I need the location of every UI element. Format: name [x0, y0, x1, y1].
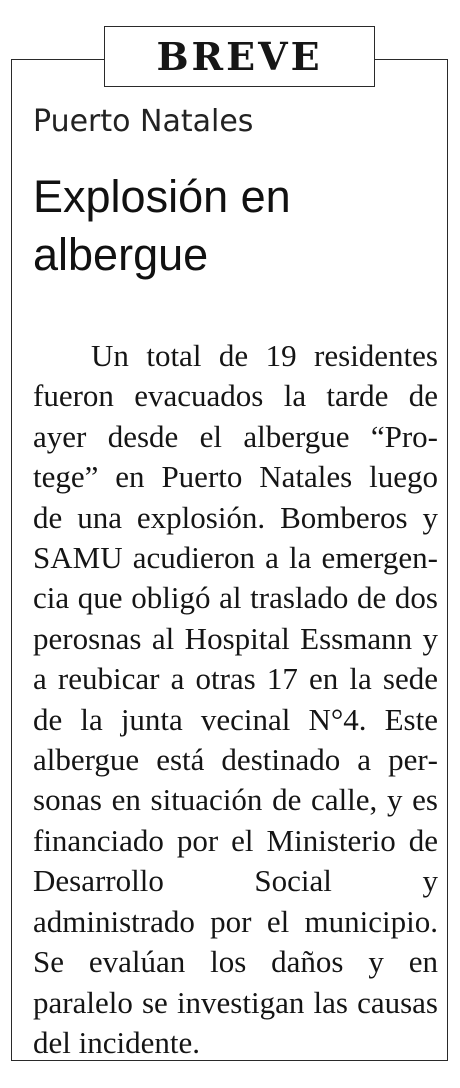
section-tag-box: [104, 26, 375, 87]
kicker: Puerto Natales: [33, 104, 254, 139]
section-tag: BREVE: [156, 34, 323, 79]
headline: Explosión en albergue: [33, 171, 291, 280]
article-body: Un total de 19 residentes fueron evacuados la tarde de ayer desde el albergue “Protege” en Puerto Natales luego de una explosión. Bomberos y SAMU acudieron a la emergencia que obligó al traslado de dos perosnas al Hospital Essmann y a reubicar a otras 17 en la sede de la junta vecinal N°4. Este albergue está destinado a personas en situación de calle, y es financiado por el Ministerio de Desarrollo Social y administrado por el municipio. Se evalúan los daños y en paralelo se investigan las causas del incidente.: [33, 338, 438, 1060]
